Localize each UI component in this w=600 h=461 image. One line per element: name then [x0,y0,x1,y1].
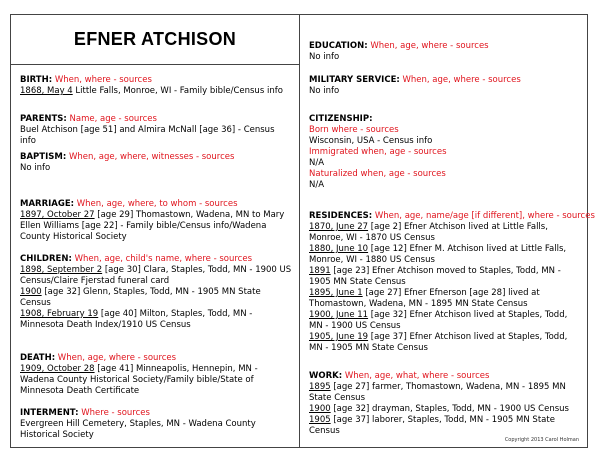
baptism-section [20,152,292,174]
marriage-label: MARRIAGE: [20,199,75,209]
entry-text: [age 27] farmer, Thomastown, Wadena, MN - 1895 MN State Census [309,382,566,403]
entry-date: 1870, June 27 [309,222,369,232]
entry-date: 1905 [309,415,331,425]
entry-date: 1891 [309,266,331,276]
entry-text: [age 37] Efner Atchison lived at Staples, Todd, MN - 1905 MN State Census [309,332,568,353]
entry-date: 1908, February 19 [20,309,99,319]
interment-section [20,408,292,441]
residence-entry [309,222,581,244]
military-text: No info [309,86,340,96]
entry-date: 1897, October 27 [20,210,95,220]
parents-hint: Name, age - sources [69,114,157,124]
record-sheet [10,14,595,448]
entry-date: 1905, June 19 [309,332,369,342]
entry-text: Little Falls, Monroe, WI - Family bible/Census info [72,86,283,96]
entry-date: 1880, June 10 [309,244,369,254]
entry-date: 1895 [309,382,331,392]
education-text: No info [309,52,340,62]
entry-date: 1900, June 11 [309,310,369,320]
education-hint: When, age, where - sources [370,41,489,51]
work-section [309,371,581,437]
naturalized-hint: Naturalized when, age - sources [309,169,446,179]
entry-text: [age 32] Efner Atchison lived at Staples, Todd, MN - 1900 US Census [309,310,568,331]
entry-text: [age 2] Efner Atchison lived at Little Falls, Monroe, WI - 1870 US Census [309,222,548,243]
entry-text: [age 29] Thomastown, Wadena, MN to Mary Ellen Williams [age 22] - Family bible/Census info/Wadena County Historical Society [20,210,285,242]
born-hint: Born where - sources [309,125,399,135]
naturalized-text: N/A [309,180,325,190]
birth-entry [20,86,292,97]
entry-date: 1900 [20,287,42,297]
entry-text: [age 27] Efner Efnerson [age 28] lived at Thomastown, Wadena, MN - 1895 MN State Census [309,288,540,309]
parents-text: Buel Atchison [age 51] and Almira McNall [age 36] - Census info [20,125,275,146]
residence-entry [309,288,581,310]
birth-hint: When, where - sources [54,75,152,85]
birth-section [20,75,292,97]
entry-text: [age 40] Milton, Staples, Todd, MN - Minnesota Death Index/1910 US Census [20,309,253,330]
residences-hint: When, age, name/age [if different], where - sources [374,211,595,221]
marriage-section [20,199,292,243]
residences-label: RESIDENCES: [309,211,373,221]
death-label: DEATH: [20,353,56,363]
entry-text: [age 12] Efner M. Atchison lived at Little Falls, Monroe, WI - 1880 US Census [309,244,567,265]
parents-label: PARENTS: [20,114,67,124]
copyright-note: Copyright 2013 Carol Holman [504,437,579,443]
residences-section [309,211,595,354]
death-hint: When, age, where - sources [57,353,177,363]
citizenship-label: CITIZENSHIP: [309,114,373,124]
entry-text: [age 23] Efner Atchison moved to Staples, Todd, MN - 1905 MN State Census [309,266,561,287]
death-section [20,353,292,397]
residence-entry [309,244,581,266]
born-text: Wisconsin, USA - Census info [309,136,433,146]
child-entry [20,287,292,309]
entry-text: [age 37] laborer, Staples, Todd, MN - 1905 MN State Census [309,415,555,436]
entry-date: 1909, October 28 [20,364,95,374]
marriage-hint: When, age, where, to whom - sources [76,199,238,209]
entry-date: 1898, September 2 [20,265,103,275]
residence-entry [309,332,581,354]
work-entry [309,415,581,437]
interment-hint: Where - sources [81,408,150,418]
education-section [309,41,581,63]
entry-text: [age 32] Glenn, Staples, Todd, MN - 1905 MN State Census [20,287,261,308]
immigrated-text: N/A [309,158,325,168]
work-entry [309,404,581,415]
entry-text: [age 41] Minneapolis, Hennepin, MN - Wadena County Historical Society/Family bible/State of Minnesota Death Certificate [20,364,258,396]
children-label: CHILDREN: [20,254,72,264]
entry-date: 1900 [309,404,331,414]
title-box [11,15,299,65]
left-column [11,15,300,447]
work-entry [309,382,581,404]
immigrated-hint: Immigrated when, age - sources [309,147,447,157]
entry-text: [age 32] drayman, Staples, Todd, MN - 1900 US Census [330,404,569,414]
military-label: MILITARY SERVICE: [309,75,400,85]
citizenship-section [309,114,581,191]
baptism-hint: When, age, where, witnesses - sources [68,152,235,162]
parents-section [20,114,292,147]
entry-date: 1868, May 4 [20,86,73,96]
death-entry [20,364,292,397]
children-section [20,254,292,331]
work-label: WORK: [309,371,343,381]
entry-date: 1895, June 1 [309,288,363,298]
interment-label: INTERMENT: [20,408,79,418]
education-label: EDUCATION: [309,41,368,51]
page-title: EFNER ATCHISON [73,29,237,49]
right-column [300,15,595,447]
child-entry [20,265,292,287]
residence-entry [309,310,581,332]
baptism-label: BAPTISM: [20,152,67,162]
child-entry [20,309,292,331]
children-hint: When, age, child's name, where - sources [74,254,252,264]
interment-text: Evergreen Hill Cemetery, Staples, MN - Wadena County Historical Society [20,419,256,440]
marriage-entry [20,210,292,243]
entry-text: [age 30] Clara, Staples, Todd, MN - 1900 US Census/Claire Fjerstad funeral card [20,265,292,286]
military-section [309,75,581,97]
work-hint: When, age, what, where - sources [344,371,490,381]
birth-label: BIRTH: [20,75,53,85]
military-hint: When, age, where - sources [402,75,521,85]
residence-entry [309,266,581,288]
baptism-text: No info [20,163,51,173]
